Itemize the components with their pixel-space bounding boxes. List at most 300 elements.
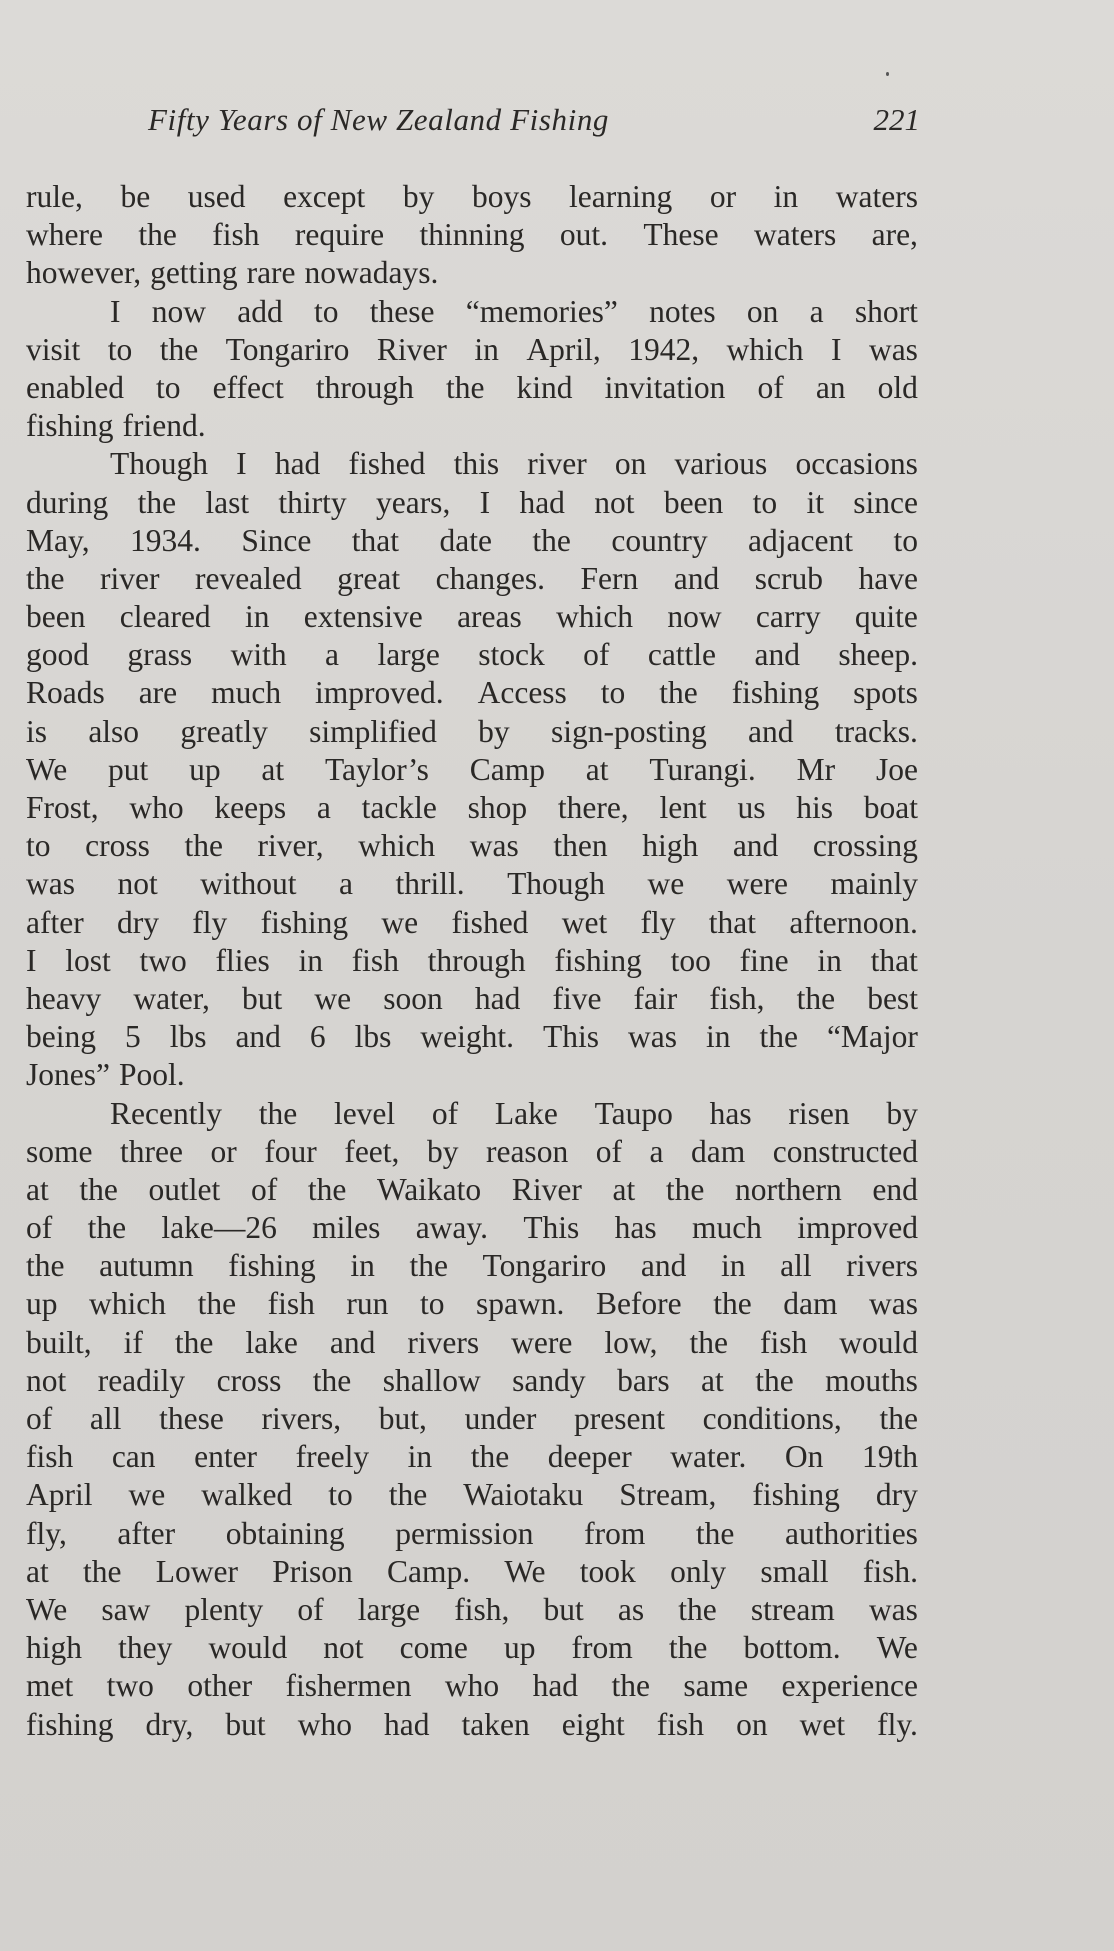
word: out. [559,217,608,253]
word: experience [781,1668,918,1704]
word: walked [201,1477,293,1513]
word: has [709,1095,752,1131]
word: the [879,1401,918,1436]
word: all [780,1248,812,1284]
word: then [553,828,608,864]
word: greatly [180,713,268,749]
word: and [754,637,800,673]
word: through [315,369,414,405]
word: getting [150,255,238,291]
word: friend. [122,408,206,444]
word: the [26,560,65,596]
word: dry, [145,1706,194,1742]
text-line [26,865,918,903]
word: in [705,1019,731,1055]
word: conditions, [702,1401,842,1436]
text-line [26,713,918,751]
word: autumn [99,1248,194,1284]
word: Though [507,866,606,902]
word: I [830,331,842,367]
word: the [665,1171,705,1207]
word: stream [750,1591,835,1627]
word: This [523,1210,580,1246]
word: plenty [184,1591,264,1627]
word: in [350,1248,375,1284]
word: add [237,293,283,329]
word: thirty [278,484,347,520]
word: boys [471,179,532,214]
text-line [26,904,918,942]
word: since [853,484,918,520]
word: last [205,484,250,520]
word: under [464,1401,537,1436]
word: a [316,790,331,825]
word: improved. [315,675,444,711]
word: at [26,1171,49,1207]
word: at [261,751,285,787]
text-line [26,1133,918,1171]
word: fly [192,904,228,940]
word: Tongariro [225,331,350,367]
word: at [701,1362,724,1398]
word: was [26,866,75,902]
word: that [870,942,918,978]
text-line [26,1629,918,1667]
word: revealed [194,560,302,596]
word: Recently [110,1095,222,1131]
word: stock [478,637,545,673]
word: would [839,1324,918,1360]
word: however, [26,255,142,291]
word: are [138,675,178,711]
word: adjacent [748,522,853,558]
word: river [100,560,160,596]
text-line [26,1438,918,1476]
word: Prison [272,1553,353,1589]
word: fish. [862,1553,918,1589]
text-line [26,789,918,827]
word: small [760,1553,829,1589]
word: Lake [494,1095,558,1131]
word: or [709,179,737,214]
word: kind [516,369,573,405]
word: May, [26,522,90,558]
word: mouths [825,1362,918,1398]
word: at [585,751,609,787]
word: We [26,1591,68,1627]
text-line [26,522,918,560]
word: to [752,484,778,520]
word: 1942, [628,331,700,367]
word: River [376,331,447,367]
word: where [26,217,103,253]
word: permission [395,1515,534,1551]
word: large [357,1591,421,1627]
word: the [312,1362,352,1398]
word: fish [26,1439,74,1475]
word: River [511,1171,582,1207]
word: effect [212,369,284,405]
word: by [402,179,435,214]
word: the [87,1210,127,1246]
word: has [614,1210,657,1246]
word: and [732,828,779,864]
word: the [184,828,223,864]
word: outlet [148,1171,221,1207]
word: the [26,1248,65,1284]
word: at [26,1553,49,1589]
word: have [858,560,918,596]
word: now [151,293,206,329]
word: improved [797,1210,918,1246]
word: the [258,1095,298,1131]
word: weight. [420,1019,515,1055]
word: fished [348,446,426,482]
word: fished [451,904,529,940]
word: in [298,942,323,978]
word: not [323,1630,364,1666]
word: fishing [260,904,349,940]
word: a [325,637,340,673]
word: being [26,1019,96,1055]
word: fishermen [285,1668,412,1704]
text-line [26,1476,918,1514]
text-line [26,1553,918,1591]
word: not [26,1362,67,1398]
word: as [617,1591,645,1627]
word: April, [526,331,601,367]
word: flies [215,942,270,978]
word: cleared [119,599,211,635]
word: keeps [214,790,287,825]
word: away. [415,1210,488,1246]
word: had [519,484,565,520]
word: of [757,369,784,405]
word: fish [656,1706,705,1742]
word: we [647,866,685,902]
word: and [640,1248,687,1284]
text-line [26,293,918,331]
page-header [140,102,920,142]
word: river [527,446,587,482]
word: 5 [124,1019,141,1055]
word: the [611,1668,650,1704]
word: the [445,369,485,405]
word: large [377,637,440,673]
text-line [26,674,918,712]
word: nowadays. [304,255,439,291]
word: up [503,1630,536,1666]
word: short [854,293,918,329]
word: dry [875,1477,918,1513]
word: 1934. [130,522,201,558]
word: five [552,980,602,1016]
word: except [283,179,366,214]
word: old [877,369,918,405]
word: the [137,484,177,520]
word: level [333,1095,396,1131]
word: only [670,1553,727,1589]
word: crossing [812,828,918,864]
word: in [773,179,799,214]
word: mainly [830,866,918,902]
word: tracks. [834,713,918,749]
word: up [26,1286,58,1322]
word: been [663,484,724,520]
word: in [721,1248,746,1284]
word: fishing [26,1706,114,1742]
word: Pool. [118,1057,185,1093]
word: that [351,522,400,558]
word: Access [477,675,567,711]
word: that [708,904,757,940]
word: shop [467,790,528,825]
word: date [439,522,492,558]
word: enter [194,1439,258,1475]
word: the [174,1324,214,1360]
word: taken [461,1706,530,1742]
word: too [670,942,711,978]
text-line [26,407,918,445]
word: and [673,560,720,596]
word: which [726,331,804,367]
word: in [244,599,270,635]
word: in [817,942,842,978]
word: on [736,1706,768,1742]
text-line [26,827,918,865]
word: carry [755,599,821,635]
word: we [128,1477,166,1513]
word: water. [670,1439,747,1475]
word: lbs [354,1019,392,1055]
word: all [89,1401,122,1436]
word: to [313,293,339,329]
word: which [89,1286,167,1322]
word: bottom. [743,1630,841,1666]
text-line [26,216,918,254]
word: or [210,1133,237,1169]
word: cross [85,828,150,864]
word: to [600,675,626,711]
word: be [120,179,151,214]
word: but [242,980,283,1016]
word: to [26,828,51,864]
word: fine [739,942,789,978]
word: would [208,1630,288,1666]
word: there, [557,790,629,825]
word: readily [97,1362,186,1398]
word: lent [659,790,707,825]
word: fishing [752,1477,840,1513]
word: Waikato [376,1171,482,1207]
word: was [868,1591,918,1627]
word: at [612,1171,636,1207]
word: had [474,980,521,1016]
word: fly. [877,1706,918,1742]
word: the [79,1171,118,1207]
word: were [726,866,788,902]
text-line [26,178,918,216]
word: fish, [709,980,765,1016]
word: freely [295,1439,370,1475]
word: water, [133,980,210,1016]
word: other [187,1668,253,1704]
word: high [26,1630,83,1666]
word: these [369,293,435,329]
word: fish [759,1324,808,1360]
word: fish, [454,1591,510,1627]
text-line [26,598,918,636]
word: and [235,1019,281,1055]
text-line [26,1209,918,1247]
word: two [106,1668,154,1704]
word: We [504,1553,546,1589]
running-title: Fifty Years of New Zealand Fishing [148,102,610,137]
word: constructed [772,1133,918,1169]
word: On [784,1439,824,1475]
word: four [264,1133,317,1169]
word: quite [854,599,918,635]
word: Since [241,522,312,558]
word: sandy [512,1362,586,1398]
word: Camp. [386,1553,471,1589]
word: I [110,293,121,329]
word: of [431,1095,459,1131]
word: they [118,1630,173,1666]
word: but [225,1706,266,1742]
word: dam [691,1133,746,1169]
word: Lower [155,1553,238,1589]
word: of [250,1171,278,1207]
word: much [691,1210,762,1246]
text-line [26,1171,918,1209]
word: we [381,904,419,940]
word: 19th [861,1439,918,1475]
word: the [197,1286,237,1322]
word: various [674,446,768,482]
word: occasions [795,446,918,482]
word: shallow [382,1362,481,1398]
word: lost [65,942,111,978]
word: to [893,522,918,558]
word: much [211,675,282,711]
word: some [26,1133,93,1169]
text-line [26,1515,918,1553]
word: come [399,1630,468,1666]
word: to [328,1477,353,1513]
word: a [649,1133,664,1169]
word: dam [783,1286,838,1322]
word: these [159,1401,224,1436]
word: and [329,1324,376,1360]
word: cattle [647,637,717,673]
word: simplified [309,713,437,749]
word: changes. [435,560,545,596]
word: through [427,942,526,978]
word: to [156,369,181,405]
word: Fern [580,560,639,596]
text-line [26,1056,918,1094]
word: Taylor’s [324,751,429,787]
word: the [159,331,199,367]
word: northern [735,1171,842,1207]
word: Frost, [26,790,99,825]
word: lake—26 [161,1210,277,1246]
word: are, [871,217,918,253]
word: extensive [303,599,423,635]
word: dry [117,904,159,940]
text-line [26,369,918,407]
word: fishing [554,942,642,978]
word: by [886,1095,918,1131]
text-line [26,484,918,522]
word: the [759,1019,798,1055]
word: was [869,1286,918,1322]
word: Taupo [594,1095,673,1131]
word: spawn. [476,1286,565,1322]
word: soon [383,980,443,1016]
body-text [26,178,918,1744]
word: the [668,1630,708,1666]
word: used [187,179,246,214]
text-line [26,1362,918,1400]
word: during [26,484,109,520]
word: We [876,1630,918,1666]
word: if [123,1324,143,1360]
word: fishing [26,408,114,444]
word: us [737,790,766,825]
word: it [806,484,824,520]
word: not [594,484,635,520]
word: eight [561,1706,625,1742]
word: I [236,446,247,482]
word: the [659,675,698,711]
word: fish [267,1286,315,1322]
word: waters [835,179,918,214]
word: this [453,446,500,482]
word: fair [633,980,678,1016]
word: but, [378,1401,427,1436]
word: the [388,1477,428,1513]
text-line [26,1706,918,1744]
word: to [107,331,133,367]
word: great [337,560,401,596]
word: the [307,1171,347,1207]
word: lbs [169,1019,207,1055]
word: bars [617,1362,670,1398]
word: scrub [754,560,823,596]
word: obtaining [225,1515,345,1551]
word: fishing [228,1248,316,1284]
word: of [583,637,610,673]
word: the [689,1324,728,1360]
word: by [426,1133,459,1169]
word: by [478,713,510,749]
word: high [642,828,699,864]
word: had [383,1706,430,1742]
word: two [139,942,187,978]
word: Though [110,446,208,482]
word: Turangi. [649,751,756,787]
word: rule, [26,179,83,214]
word: boat [863,790,918,825]
text-line [26,254,918,292]
word: which [358,828,436,864]
word: Joe [875,751,918,787]
word: to [419,1286,445,1322]
word: risen [788,1095,850,1131]
text-line [26,1400,918,1438]
